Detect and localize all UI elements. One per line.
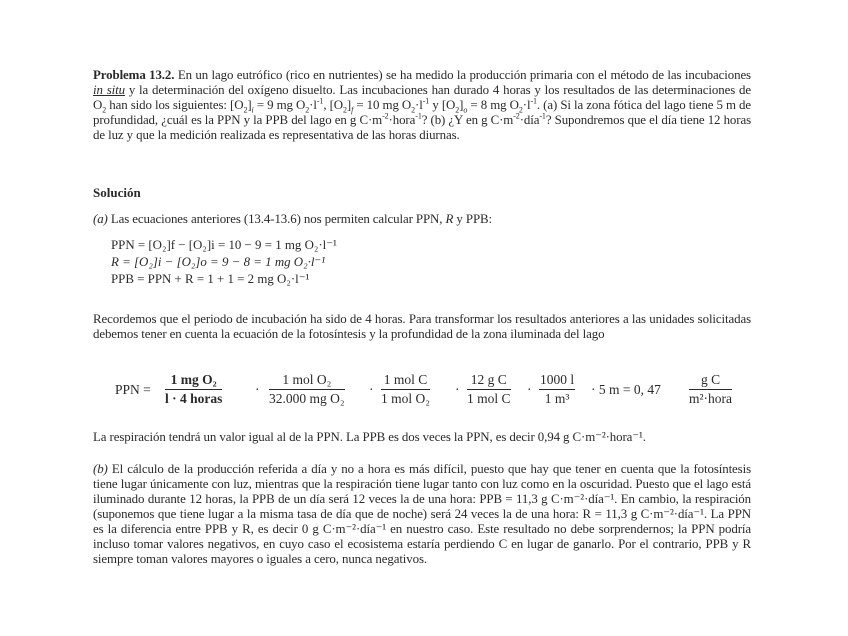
part-a-text: R [445,212,454,226]
problem-text: ] [346,98,352,112]
solution-heading: Solución [93,185,141,200]
problem-text: En un lago eutrófico (rico en nutrientes) se ha medido la producción primaria con el método de las incubaciones [174,68,751,82]
fraction-numerator: 1 mol O₂ [269,372,345,390]
equation-ppb: PPB = PPN + R = 1 + 1 = 2 mg O₂·l⁻¹ [111,272,310,286]
part-b-paragraph [93,462,751,567]
conversion-equation [115,372,735,422]
fraction-numerator: g C [689,372,732,390]
fraction-denominator: 1 mol O₂ [381,391,430,406]
part-b-label: (b) [93,462,108,476]
problem-text: ·l [415,98,423,112]
fraction-numerator: 12 g C [467,372,511,390]
part-a-intro [93,212,751,227]
part-b-text: El cálculo de la producción referida a día y no a hora es más difícil, puesto que hay que tener en cuenta que la fotosíntesis tiene lugar únicamente con luz, mientras que la respiración tiene lugar tanto con luz como en la oscuridad. Puesto que el lago está iluminado durante 12 horas, la PPB de un día será 12 veces la de una hora: PPB = 11,3 g C·m⁻²·día⁻¹. En cambio, la respiración (suponemos que tiene lugar a la misma tasa de día que de noche) será 24 veces la de una hora: R = 11,3 g C·m⁻²·día⁻¹. La PPN es la diferencia entre PPB y R, es decir 0 g C·m⁻²·día⁻¹ en nuestro caso. Este resultado no debe sorprendernos; la PPN podría incluso tomar valores negativos, en cuyo caso el ecosistema estaría perdiendo C en lugar de ganarlo. Por el contrario, PPB y R siempre toman valores mayores o iguales a cero, nunca negativos. [93,462,751,566]
problem-text: = 9 mg O [253,98,306,112]
equation-respiration: R = [O₂]i − [O₂]o = 9 − 8 = 1 mg O₂·l⁻¹ [111,255,326,269]
fraction-mg-o2 [165,372,222,407]
problem-text: ] [247,98,252,112]
fraction-denominator: 1 m³ [544,391,570,406]
fraction-result-unit [689,372,732,407]
equation-ppn: PPN = [O₂]f − [O₂]i = 10 − 9 = 1 mg O₂·l⁻¹ [111,238,337,252]
problem-text: . (a) Si la zona fótica del lago tiene 5 m de profundidad, ¿cuál es la PPN y la PPB del lago en g C·m [93,98,751,127]
problem-text: ·día [519,113,540,127]
problem-label: Problema 13.2. [93,68,175,82]
fraction-numerator: 1000 l [539,372,575,390]
problem-text: = 10 mg O [353,98,412,112]
problem-statement: Problema 13.2. En un lago eutrófico (rico en nutrientes) se ha medido la producción primaria con el método de las incubaciones in situ y la determinación del oxígeno disuelto. Las incubaciones han durado 4 horas y los resultados de las determinaciones de $O_2$ han sido los siguientes: $[O_2]_i = 9$ mg $O_2\cdot l^{-1}$, $[O_2]_f = 10$ mg $O_2\cdot l^{-1}$ y $[O_2]_o = 8$ mg $O_2\cdot l^{-1}$. (a) Si la zona fótica del lago tiene 5 m de profundidad, ¿cuál es la PPN y la PPB del lago en g $C\cdot m^{-2}\cdot hora^{-1}$? (b) ¿Y en g $C\cdot m^{-2}\cdot día^{-1}$? Supondremos que el día tiene 12 horas de luz y que la medición realizada es representativa de las horas diurnas. [93,68,752,142]
conversion-lhs: PPN = [115,382,151,397]
problem-text: y [O [429,98,456,112]
fraction-denominator: 32.000 mg O₂ [269,391,345,406]
fraction-litres [539,372,575,407]
fraction-g-c [467,372,511,407]
conversion-result: · 5 m = 0, 47 [591,382,661,397]
problem-text: ] [459,98,464,112]
problem-text: ? Supondremos que el día tiene 12 horas de luz y que la medición realizada es representativa de las horas diurnas. [93,113,752,142]
multiply-dot: · [369,382,374,397]
part-a-label: (a) [93,212,108,226]
problem-text: y la determinación del oxígeno disuelto. Las incubaciones han durado 4 horas y los resultados de las determinaciones de O [93,83,751,112]
incubation-paragraph: Recordemos que el periodo de incubación ha sido de 4 horas. Para transformar los resultados anteriores a las unidades solicitadas debemos tener en cuenta la ecuación de la fotosíntesis y la profundidad de la zona iluminada del lago [93,312,751,341]
fraction-mol-o2 [269,372,345,407]
part-a-text: y PPB: [453,212,492,226]
fraction-mol-c [381,372,430,407]
problem-text: = 8 mg O [467,98,519,112]
fraction-numerator: 1 mol C [381,372,430,390]
fraction-denominator: 1 mol C [467,391,511,406]
multiply-dot: · [527,382,532,397]
in-situ-term: in situ [93,83,125,97]
respiration-sentence: La respiración tendrá un valor igual al de la PPN. La PPB es dos veces la PPN, es decir 0,94 g C·m⁻²·hora⁻¹. [93,430,646,444]
fraction-denominator: l · 4 horas [165,391,223,406]
fraction-denominator: m²·hora [689,391,733,406]
problem-text: ? (b) ¿Y en g C·m [421,113,514,127]
problem-text: ·l [522,98,531,112]
multiply-dot: · [255,382,260,397]
part-a-text: Las ecuaciones anteriores (13.4-13.6) nos permiten calcular PPN, [107,212,446,226]
multiply-dot: · [455,382,460,397]
problem-text: , [O [323,98,343,112]
problem-text: ·l [309,98,317,112]
problem-text: ·hora [388,113,416,127]
problem-text: han sido los siguientes: [O [106,98,244,112]
fraction-numerator: 1 mg O₂ [165,372,222,390]
